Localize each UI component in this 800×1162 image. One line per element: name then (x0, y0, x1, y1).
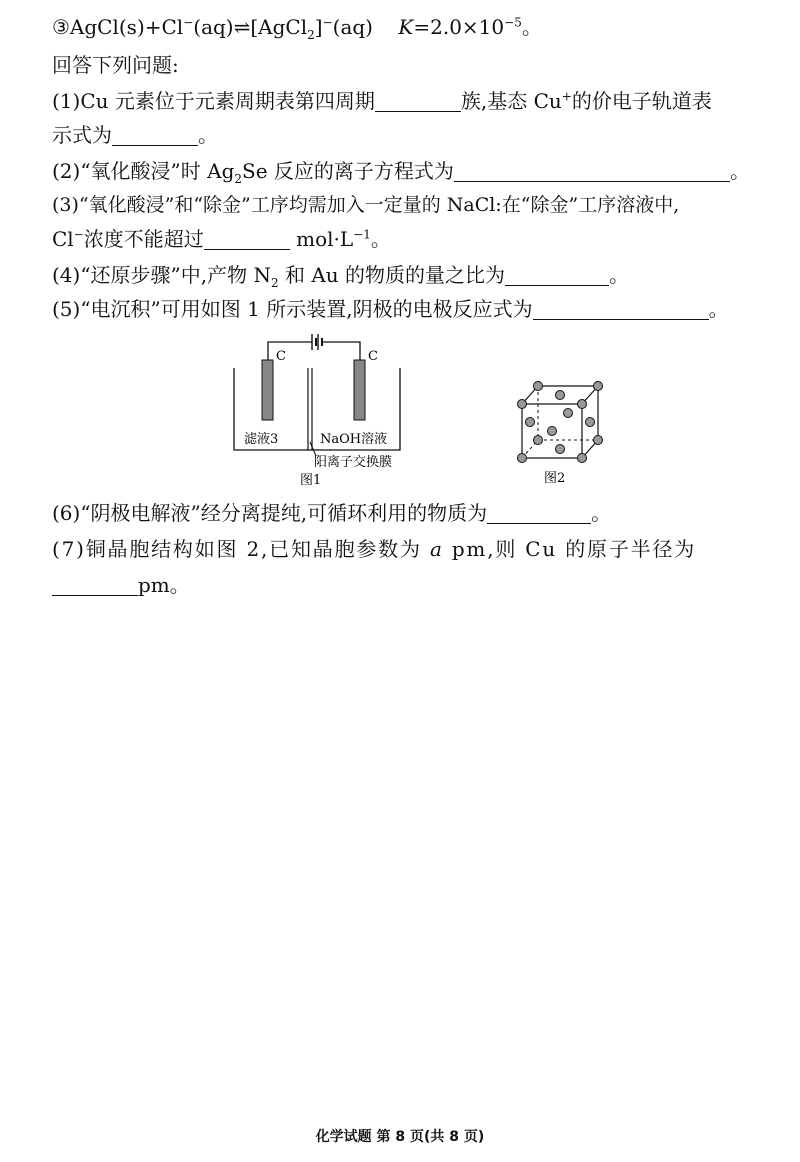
q3-sup: −1 (353, 227, 371, 242)
q4-text: 和 Au 的物质的量之比为 (278, 263, 506, 287)
question-7-line2 (52, 572, 190, 598)
corner-atom (594, 382, 603, 391)
question-3-line1 (52, 192, 679, 218)
eq-part: ] (314, 15, 323, 39)
question-5 (52, 296, 729, 322)
question-1-line1 (52, 88, 712, 114)
answer-blank[interactable] (505, 265, 609, 286)
q1-text: 。 (198, 123, 218, 147)
left-electrode-label: C (276, 349, 286, 364)
q4-sub: 2 (271, 276, 279, 290)
eq-sup: − (322, 15, 333, 30)
q7-text: pm。 (138, 573, 190, 597)
answer-blank[interactable] (375, 91, 461, 112)
left-solution-label: 滤液3 (244, 432, 279, 447)
answer-blank[interactable] (52, 575, 138, 596)
answer-blank[interactable] (204, 229, 290, 250)
answer-blank[interactable] (112, 125, 198, 146)
q1-text: 的价电子轨道表 (571, 89, 712, 113)
eq-sup: −5 (504, 15, 522, 30)
wire (322, 342, 360, 360)
equilibrium-arrow: ⇌ (233, 15, 251, 39)
atoms (518, 382, 603, 463)
corner-atom (534, 382, 543, 391)
eq-part: [AgCl (250, 15, 308, 39)
right-solution-label: NaOH溶液 (320, 432, 388, 447)
corner-atom (578, 454, 587, 463)
q7-text: (7)铜晶胞结构如图 2,已知晶胞参数为 (52, 537, 430, 561)
question-4 (52, 262, 629, 288)
face-center-atom (556, 445, 565, 454)
corner-atom (578, 400, 587, 409)
eq-part: 。 (521, 15, 542, 39)
q3-text: 。 (370, 227, 391, 251)
face-center-atom (564, 409, 573, 418)
face-center-atom (556, 391, 565, 400)
right-electrode-label: C (368, 349, 378, 364)
figure-2-caption: 图2 (544, 471, 566, 486)
q5-text: 。 (708, 297, 729, 321)
face-center-atom (526, 418, 535, 427)
eq-part: (aq) (332, 15, 399, 39)
q6-text: (6)“阴极电解液”经分离提纯,可循环利用的物质为 (52, 501, 488, 525)
figure-1-caption: 图1 (300, 473, 322, 488)
corner-atom (518, 454, 527, 463)
q2-sub: 2 (234, 172, 243, 186)
q3-text: (3)“氧化酸浸”和“除金”工序均需加入一定量的 NaCl:在“除金”工序溶液中, (52, 194, 680, 216)
eq-k: K (398, 15, 414, 39)
corner-atom (594, 436, 603, 445)
eq-part: =2.0×10 (413, 15, 505, 39)
corner-atom (534, 436, 543, 445)
q2-text: Se 反应的离子方程式为 (242, 159, 454, 183)
q3-sup: − (73, 227, 84, 242)
q7-text: pm,则 Cu 的原子半径为 (443, 537, 697, 561)
left-electrode (262, 360, 273, 420)
q6-text: 。 (591, 501, 612, 525)
face-center-atom (586, 418, 595, 427)
wire (268, 342, 312, 360)
instruction-text: 回答下列问题: (52, 53, 179, 77)
membrane-pointer (310, 442, 316, 456)
figure-2-unit-cell (512, 374, 622, 504)
eq-part: (aq) (193, 15, 234, 39)
question-3-line2 (52, 226, 391, 252)
q5-text: (5)“电沉积”可用如图 1 所示装置,阴极的电极反应式为 (52, 297, 533, 321)
q1-sup: + (561, 89, 572, 104)
q3-text: Cl (52, 227, 74, 251)
q1-text: (1)Cu 元素位于元素周期表第四周期 (52, 89, 375, 113)
q2-text: 。 (729, 159, 750, 183)
q2-text: (2)“氧化酸浸”时 Ag (52, 159, 235, 183)
corner-atom (518, 400, 527, 409)
q3-text: mol·L (289, 227, 354, 251)
instruction-line (52, 52, 179, 78)
q1-text: 族,基态 Cu (460, 89, 562, 113)
membrane-label: 阳离子交换膜 (314, 455, 393, 470)
question-6 (52, 500, 611, 526)
question-7-line1 (52, 536, 696, 562)
q4-text: 。 (609, 263, 630, 287)
q3-text: 浓度不能超过 (83, 227, 204, 251)
question-2 (52, 158, 750, 184)
q7-param: a (429, 537, 444, 561)
answer-blank[interactable] (454, 161, 730, 182)
eq-part: ③AgCl(s)+Cl (52, 15, 184, 39)
figure-1-electrolysis-cell (228, 330, 428, 490)
answer-blank[interactable] (533, 299, 709, 320)
equilibrium-line (52, 14, 542, 40)
face-center-atom (548, 427, 557, 436)
right-electrode (354, 360, 365, 420)
q1-text: 示式为 (52, 123, 112, 147)
q4-text: (4)“还原步骤”中,产物 N (52, 263, 271, 287)
page-footer: 化学试题 第 8 页(共 8 页) (315, 1129, 485, 1145)
question-1-line2 (52, 122, 218, 148)
eq-sub: 2 (307, 28, 315, 42)
answer-blank[interactable] (487, 503, 591, 524)
eq-sup: − (183, 15, 194, 30)
